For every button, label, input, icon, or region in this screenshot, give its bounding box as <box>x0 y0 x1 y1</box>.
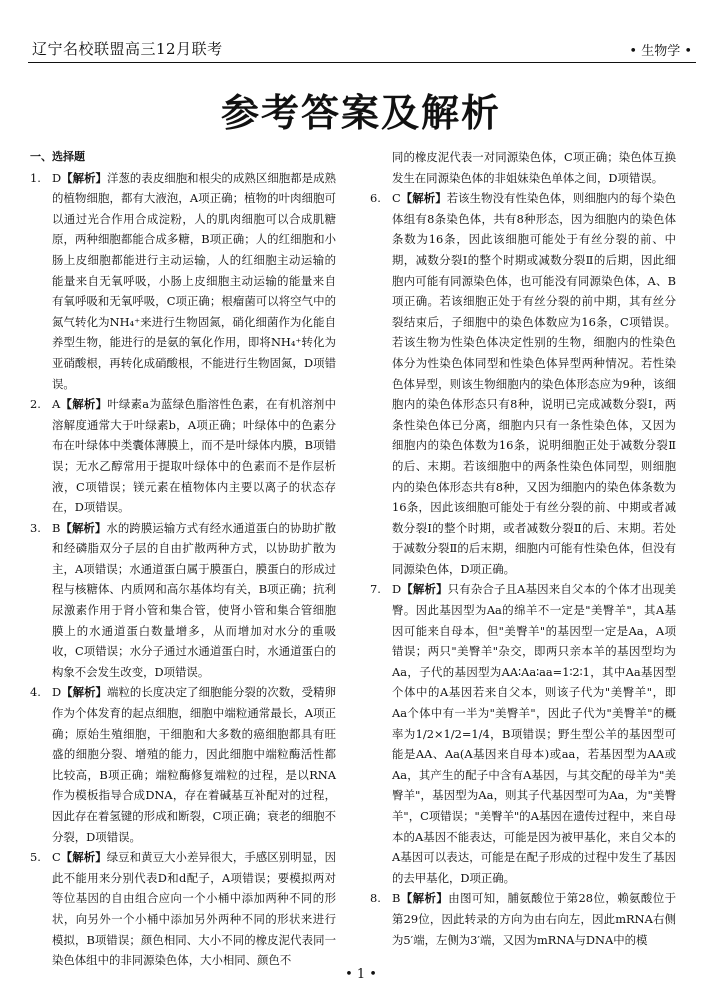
answer-item-7: 7. D【解析】只有杂合子且A基因来自父本的个体才出现美臀。因此基因型为Aa的绵羊不一定是"美臀羊"，其A基因可能来自母本，但"美臀羊"的基因型一定是Aa，A项错误；两只"美臀羊"杂交，即两只亲本羊的基因型均为Aa，子代的基因型为AA∶Aa∶aa=1∶2∶1，其中Aa基因型个体中的A基因若来自父本，则该子代为"美臀羊"，即Aa个体中有一半为"美臀羊"，因此子代为"美臀羊"的概率为1/2×1/2=1/4，B项错误；野生型公羊的基因型可能是AA、Aa(A基因来自母本)或aa，若基因型为AA或Aa，其产生的配子中含有A基因，与其交配的母羊为"美臀羊"，基因型为Aa，则其子代基因型可为Aa，为"美臀羊"，C项错误；"美臀羊"的A基因在遗传过程中，来自母本的A基因不能表达，可能是因为被甲基化，来自父本的A基因可以表达，可能是在配子形成的过程中发生了基因的去甲基化，D项正确。 <box>370 582 676 885</box>
page-title: 参考答案及解析 <box>220 91 501 135</box>
section-title: 一、选择题 <box>30 150 85 163</box>
answer-item-1: 1. D【解析】洋葱的表皮细胞和根尖的成熟区细胞都是成熟的植物细胞，都有大液泡，A项正确；植物的叶肉细胞可以通过光合作用合成淀粉，人的肌肉细胞可以合成肌糖原，两种细胞都能合成多糖，B项正确；人的红细胞和小肠上皮细胞都能进行主动运输，人的红细胞主动运输的能量来自无氧呼吸，小肠上皮细胞主动运输的能量来自有氧呼吸和无氧呼吸，C项正确；根瘤菌可以将空气中的氮气转化为NH₄⁺来进行生物固氮，硝化细菌作为化能自养型生物，能进行的是氨的氧化作用，即将NH₄⁺转化为亚硝酸根，再转化成硝酸根，不能进行生物固氮，D项错误。 <box>30 170 336 391</box>
exam-name: 辽宁名校联盟高三12月联考 <box>32 40 223 58</box>
page-number: • 1 • <box>345 967 377 982</box>
page-header <box>28 38 696 63</box>
answer-item-5-continued: 同的橡皮泥代表一对同源染色体，C项正确；染色体互换发生在同源染色体的非姐妹染色单体之间，D项错误。 <box>392 150 676 185</box>
subject-label: • 生物学 • <box>629 44 692 59</box>
answer-item-2: 2. A【解析】叶绿素a为蓝绿色脂溶性色素，在有机溶剂中溶解度通常大于叶绿素b，A项正确；叶绿体中的色素分布在叶绿体中类囊体薄膜上，而不是叶绿体内膜，B项错误；无水乙醇常用于提取叶绿体中的色素而不是作层析液，C项错误；镁元素在植物体内主要以离子的状态存在，D项错误。 <box>30 397 336 515</box>
right-column <box>370 147 676 950</box>
answer-item-5: 5. C【解析】绿豆和黄豆大小差异很大，手感区别明显，因此不能用来分别代表D和d配子，A项错误；要模拟两对等位基因的自由组合应向一个小桶中添加两种不同的形状，向另外一个小桶中添加另外两种不同的形状来进行模拟，B项错误；颜色相同、大小不同的橡皮泥代表同一染色体组中的非同源染色体，大小相同、颜色不 <box>30 850 336 968</box>
answer-item-4: 4. D【解析】端粒的长度决定了细胞能分裂的次数，受精卵作为个体发育的起点细胞，细胞中端粒通常最长，A项正确；原始生殖细胞，干细胞和大多数的癌细胞都具有旺盛的细胞分裂、增殖的能力，因此细胞中端粒酶活性都比较高，B项正确；端粒酶修复端粒的过程，是以RNA作为模板指导合成DNA，存在着碱基互补配对的过程，因此存在着氢键的形成和断裂，C项正确；衰老的细胞不分裂，D项错误。 <box>30 685 336 844</box>
answer-item-6: 6. C【解析】若该生物没有性染色体，则细胞内的每个染色体组有8条染色体，共有8种形态，因为细胞内的染色体条数为16条，因此该细胞可能处于有丝分裂的前、中期，减数分裂Ⅰ的整个时期或减数分裂Ⅱ的后期，因此细胞内可能有同源染色体，也可能没有同源染色体，A、B项正确。若该细胞正处于有丝分裂的前中期，其有丝分裂结束后，子细胞中的染色体数应为16条，C项错误。若该生物为性染色体决定性别的生物，细胞内的性染色体分为性染色体同型和性染色体异型两种情况。若性染色体异型，则该生物细胞内的染色体形态应为9种，该细胞内的染色体形态只有8种，说明已完成减数分裂Ⅰ，两条性染色体已分离，细胞内只有一条性染色体，又因为细胞内的染色体数为16条，说明细胞正处于减数分裂Ⅱ的后、末期。若该细胞中的两条性染色体同型，则细胞内的染色体形态共有8种，又因为细胞内的染色体条数为16条，因此该细胞可能处于有丝分裂的前、中期或者减数分裂Ⅰ的整个时期，或者减数分裂Ⅱ的后、末期。若处于减数分裂Ⅱ的后末期，细胞内可能有性染色体，但没有同源染色体，D项正确。 <box>370 191 676 576</box>
answer-item-8: 8. B【解析】由图可知，脯氨酸位于第28位，赖氨酸位于第29位，因此转录的方向为由右向左，因此mRNA右侧为5′端，左侧为3′端，又因为mRNA与DNA中的模 <box>370 891 676 947</box>
answer-item-3: 3. B【解析】水的跨膜运输方式有经水通道蛋白的协助扩散和经磷脂双分子层的自由扩散两种方式，以协助扩散为主，A项错误；水通道蛋白属于膜蛋白，膜蛋白的形成过程与核糖体、内质网和高尔基体均有关，B项正确；抗利尿激素作用于肾小管和集合管，使肾小管和集合管细胞膜上的水通道蛋白数量增多，从而增加对水分的重吸收，C项错误；水分子通过水通道蛋白时，水通道蛋白的构象不会发生改变，D项错误。 <box>30 520 336 679</box>
left-column <box>30 147 336 971</box>
